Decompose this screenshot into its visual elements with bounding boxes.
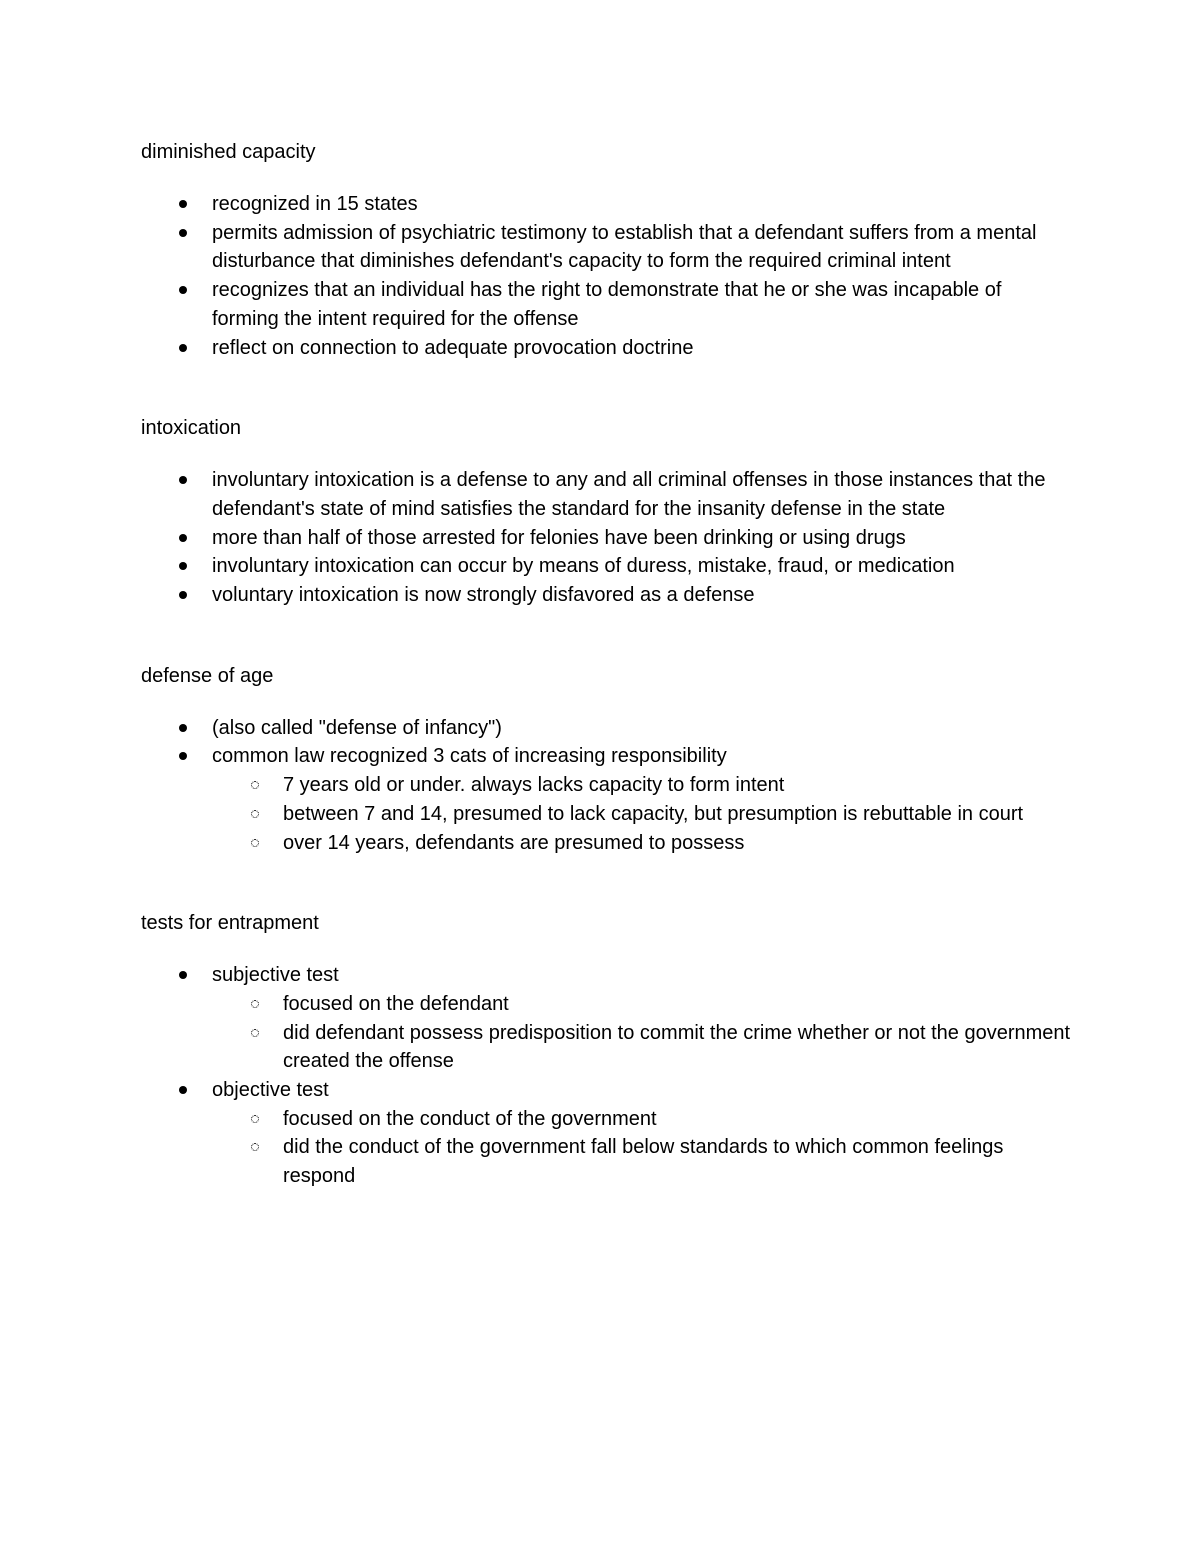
list-item [141,742,1071,857]
section-defense-of-age [141,662,1071,858]
filled-bullet-icon [179,591,187,599]
sub-list-item [212,990,1071,1019]
list-item-text: objective test [212,1079,329,1102]
list-item [141,190,1071,219]
sub-list-item-text: did the conduct of the government fall below standards to which common feelings respond [283,1136,1004,1188]
list-item-text: recognizes that an individual has the right to demonstrate that he or she was incapable of forming the intent required for the offense [212,279,1002,330]
document-page [141,138,1071,1243]
bullet-list [141,961,1071,1191]
list-item [141,961,1071,1076]
sub-bullet-list [212,1105,1071,1191]
list-item-text: subjective test [212,964,339,987]
sub-list-item [212,1019,1071,1076]
filled-bullet-icon [179,724,187,732]
hollow-bullet-icon [251,1143,259,1151]
filled-bullet-icon [179,229,187,237]
sub-list-item [212,1105,1071,1134]
filled-bullet-icon [179,1086,187,1094]
list-item-text: involuntary intoxication is a defense to any and all criminal offenses in those instances that the defendant's state of mind satisfies the standard for the insanity defense in the state [212,469,1046,520]
sub-bullet-list [212,771,1071,857]
filled-bullet-icon [179,344,187,352]
list-item-text: (also called "defense of infancy") [212,716,502,739]
section-intoxication [141,414,1071,610]
list-item-text: common law recognized 3 cats of increasing responsibility [212,745,727,768]
section-diminished-capacity [141,138,1071,362]
list-item-text: permits admission of psychiatric testimony to establish that a defendant suffers from a mental disturbance that diminishes defendant's capacity to form the required criminal intent [212,221,1037,273]
filled-bullet-icon [179,476,187,484]
sub-list-item [212,800,1071,829]
bullet-list [141,466,1071,610]
list-item [141,714,1071,743]
filled-bullet-icon [179,971,187,979]
sub-list-item-text: over 14 years, defendants are presumed to possess [283,831,745,854]
section-heading: intoxication [141,417,242,440]
list-item-text: voluntary intoxication is now strongly disfavored as a defense [212,584,755,607]
filled-bullet-icon [179,286,187,294]
bullet-list [141,714,1071,858]
sub-bullet-list [212,990,1071,1076]
hollow-bullet-icon [251,1115,259,1123]
section-heading: diminished capacity [141,141,316,163]
section-tests-for-entrapment [141,909,1071,1191]
bullet-list [141,190,1071,362]
hollow-bullet-icon [251,781,259,789]
list-item [141,1076,1071,1191]
filled-bullet-icon [179,534,187,542]
sub-list-item [212,771,1071,800]
list-item-text: recognized in 15 states [212,193,418,215]
section-heading: defense of age [141,664,274,687]
list-item [141,334,1071,363]
sub-list-item-text: focused on the conduct of the government [283,1107,657,1130]
list-item [141,524,1071,553]
hollow-bullet-icon [251,1000,259,1008]
section-heading: tests for entrapment [141,912,319,935]
list-item [141,466,1071,523]
filled-bullet-icon [179,200,187,208]
list-item [141,552,1071,581]
sub-list-item [212,1133,1071,1190]
sub-list-item [212,829,1071,858]
list-item [141,276,1071,333]
list-item-text: involuntary intoxication can occur by means of duress, mistake, fraud, or medication [212,555,955,578]
hollow-bullet-icon [251,810,259,818]
list-item-text: reflect on connection to adequate provocation doctrine [212,336,694,359]
list-item [141,581,1071,610]
list-item [141,219,1071,276]
filled-bullet-icon [179,562,187,570]
hollow-bullet-icon [251,839,259,847]
list-item-text: more than half of those arrested for felonies have been drinking or using drugs [212,526,906,549]
sub-list-item-text: 7 years old or under. always lacks capacity to form intent [283,774,785,797]
filled-bullet-icon [179,752,187,760]
sub-list-item-text: between 7 and 14, presumed to lack capacity, but presumption is rebuttable in court [283,802,1024,825]
sub-list-item-text: did defendant possess predisposition to commit the crime whether or not the government created the offense [283,1021,1071,1073]
sub-list-item-text: focused on the defendant [283,992,509,1015]
hollow-bullet-icon [251,1029,259,1037]
